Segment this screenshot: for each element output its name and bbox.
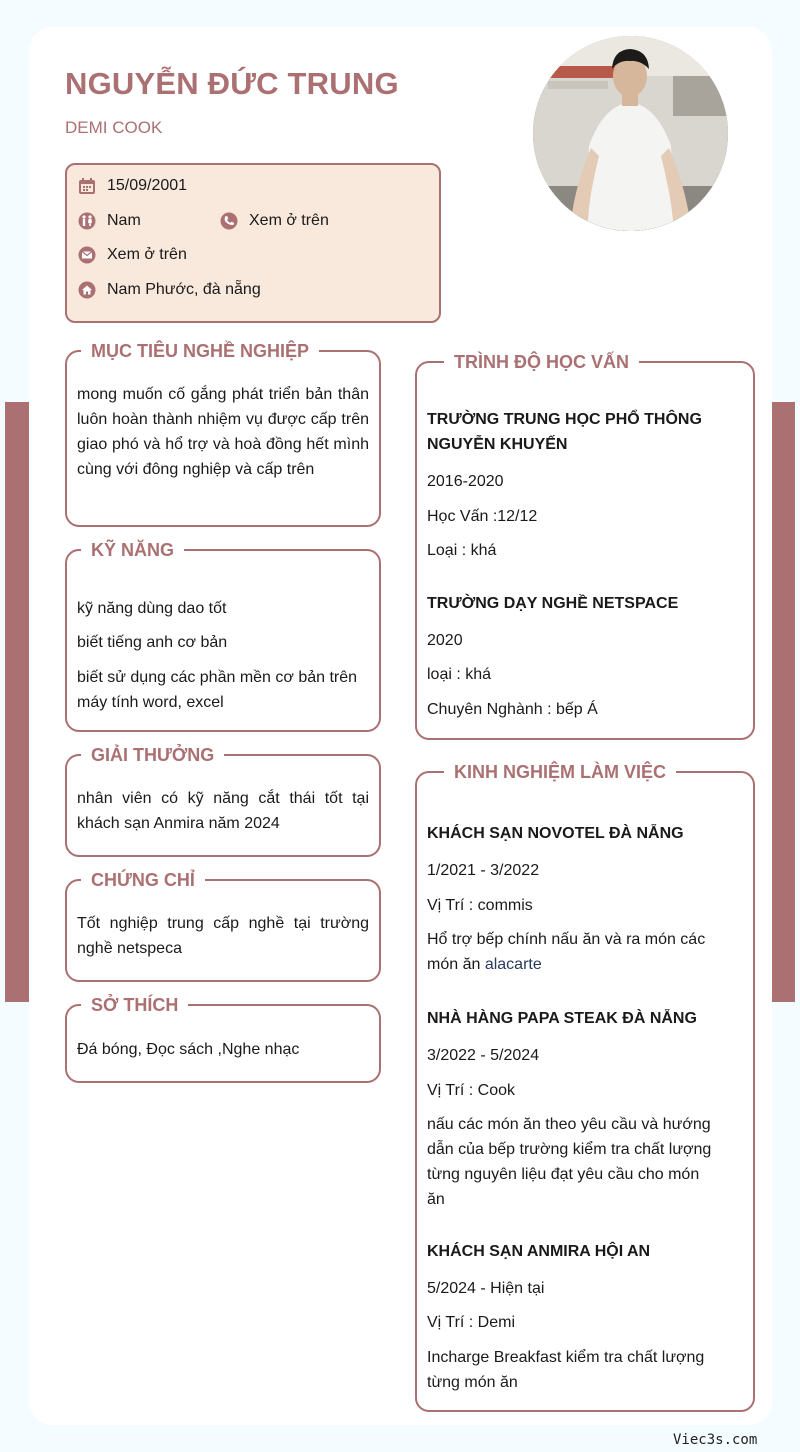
experience-role: Vị Trí : Cook: [427, 1082, 516, 1099]
home-icon: [77, 280, 97, 300]
experience-title: KINH NGHIỆM LÀM VIỆC: [444, 760, 676, 784]
address-row: [77, 280, 261, 300]
awards-text: nhân viên có kỹ năng cắt thái tốt tại khách sạn Anmira năm 2024: [77, 790, 369, 832]
skill-item: biết sử dụng các phần mền cơ bản trên máy tính word, excel: [77, 669, 358, 711]
skill-item: biết tiếng anh cơ bản: [77, 634, 228, 651]
experience-description: [427, 927, 727, 977]
experience-company: KHÁCH SẠN NOVOTEL ĐÀ NẴNG: [427, 825, 684, 842]
experience-period: 1/2021 - 3/2022: [427, 862, 540, 879]
education-years: 2016-2020: [427, 473, 504, 490]
education-detail: Học Vấn :12/12: [427, 508, 538, 525]
certificates-title: CHỨNG CHỈ: [81, 868, 205, 892]
address-value: Nam Phước, đà nẵng: [107, 281, 261, 298]
skills-title: KỸ NĂNG: [81, 538, 184, 562]
education-title: TRÌNH ĐỘ HỌC VẤN: [444, 350, 639, 374]
experience-period: 5/2024 - Hiện tại: [427, 1280, 545, 1297]
site-watermark: Viec3s.com: [673, 1432, 758, 1448]
calendar-icon: [77, 176, 97, 196]
phone-icon: [219, 211, 239, 231]
experience-period: 3/2022 - 5/2024: [427, 1047, 540, 1064]
awards-title: GIẢI THƯỞNG: [81, 743, 224, 767]
gender-row: [77, 211, 141, 231]
skill-item: kỹ năng dùng dao tốt: [77, 600, 227, 617]
phone-row: [219, 211, 329, 231]
experience-description: Incharge Breakfast kiểm tra chất lượng từng món ăn: [427, 1349, 705, 1391]
profile-photo: [533, 36, 728, 231]
experience-role: Vị Trí : commis: [427, 897, 533, 914]
education-detail: loại : khá: [427, 666, 492, 683]
education-school: TRƯỜNG DẠY NGHỀ NETSPACE: [427, 595, 679, 612]
experience-role: Vị Trí : Demi: [427, 1314, 516, 1331]
experience-company: NHÀ HÀNG PAPA STEAK ĐÀ NẴNG: [427, 1010, 697, 1027]
decorative-band-right: [772, 402, 795, 1002]
certificates-text: Tốt nghiệp trung cấp nghề tại trường nghề netspeca: [77, 915, 369, 957]
education-school: TRƯỜNG TRUNG HỌC PHỔ THÔNG NGUYỄN KHUYẾN: [427, 411, 702, 453]
candidate-name: NGUYỄN ĐỨC TRUNG: [65, 66, 399, 101]
experience-description: nấu các món ăn theo yêu cầu và hướng dẫn của bếp trường kiểm tra chất lượng từng nguyên liệu đạt yêu cầu cho món ăn: [427, 1116, 712, 1208]
experience-company: KHÁCH SẠN ANMIRA HỘI AN: [427, 1243, 651, 1260]
decorative-band-left: [5, 402, 30, 1002]
objective-title: MỤC TIÊU NGHỀ NGHIỆP: [81, 339, 319, 363]
gender-icon: [77, 211, 97, 231]
dob-value: 15/09/2001: [107, 177, 188, 194]
phone-value: Xem ở trên: [249, 212, 329, 229]
education-years: 2020: [427, 632, 463, 649]
email-row: [77, 245, 187, 265]
experience-description-text: Hổ trợ bếp chính nấu ăn và ra món các món ăn: [427, 931, 706, 973]
education-detail: Chuyên Nghành : bếp Á: [427, 701, 598, 718]
email-value: Xem ở trên: [107, 246, 187, 263]
experience-description-extra: alacarte: [484, 956, 542, 973]
education-detail: Loại : khá: [427, 542, 497, 559]
hobbies-text: Đá bóng, Đọc sách ,Nghe nhạc: [77, 1041, 300, 1058]
gender-value: Nam: [107, 212, 141, 229]
candidate-position: DEMI COOK: [65, 118, 163, 137]
hobbies-title: SỞ THÍCH: [81, 993, 188, 1017]
objective-text: mong muốn cố gắng phát triển bản thân luôn hoàn thành nhiệm vụ được cấp trên giao phó và hổ trợ và hoà đồng hết mình cùng với đông nghiệp và cấp trên: [77, 386, 369, 478]
email-icon: [77, 245, 97, 265]
dob-row: [77, 176, 187, 196]
